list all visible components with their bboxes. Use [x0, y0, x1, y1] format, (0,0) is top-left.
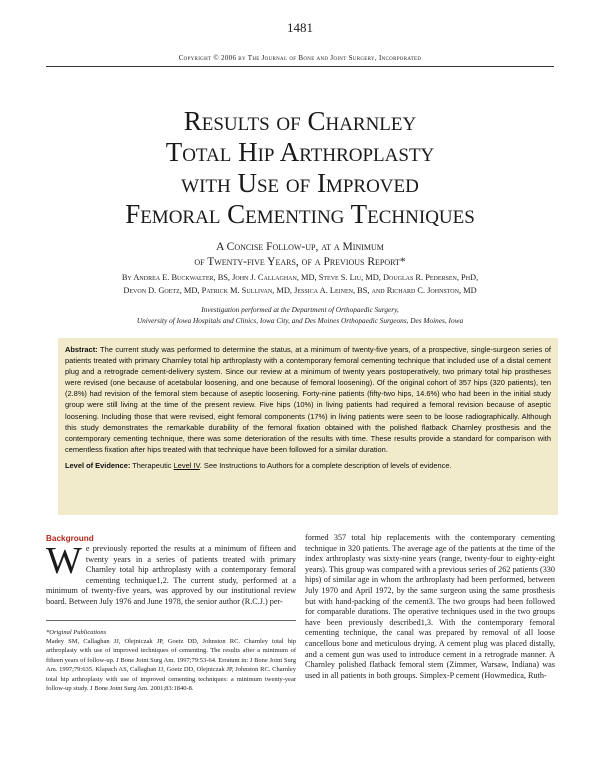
- loe-text-pre: Therapeutic: [130, 460, 174, 470]
- page-number: 1481: [287, 20, 313, 35]
- footnote-title: *Original Publications: [46, 628, 107, 636]
- title-line: Femoral Cementing Techniques: [125, 199, 475, 229]
- background-text-right: formed 357 total hip replacements with the contemporary cementing technique in 320 patients. The average age of the patients at the time of the index arthroplasty was sixty-nine years (range, twenty-four to eighty-eight years). This group was compared with a previous series of 262 patients (330 hips) of similar age in whom the arthroplasty had been performed, between July 1970 and April 1972, by the same surgeon using the same prosthesis but with hand-packing of the cement3. The two groups had been followed for comparable durations. The operative techniques used in the two groups have been previously described1,3. With the contemporary femoral cementing technique, the canal was prepared by removal of all loose cancellous bone and meticulous drying. A cement plug was placed distally, and a cement gun was used to introduce cement in a retrograde manner. A Charnley polished flatback femoral stem (Zimmer, Warsaw, Indiana) was used in all patients in both groups. Simplex-P cement (Howmedica, Ruth-: [305, 533, 555, 680]
- subtitle-line: A Concise Follow-up, at a Minimum: [216, 241, 384, 253]
- background-paragraph-left: [46, 540, 296, 608]
- background-text-left: e previously reported the results at a minimum of fifteen and twenty years in a series of patients treated with primary Charnley total hip arthroplasty with a contemporary femoral cementing technique1,2. The current study, performed at a minimum of twenty-five years, was approved by our institutional review board. Between July 1976 and June 1978, the senior author (R.C.J.) per-: [46, 544, 296, 606]
- loe-text-post: . See Instructions to Authors for a complete description of levels of evidence.: [199, 460, 452, 470]
- author-line: By Andrea E. Buckwalter, BS, John J. Callaghan, MD, Steve S. Liu, MD, Douglas R. Pedersen, PhD,: [121, 273, 479, 282]
- article-subtitle: [0, 240, 600, 270]
- abstract-label: Abstract:: [65, 345, 98, 354]
- level-of-evidence: [65, 460, 551, 471]
- left-column: [46, 533, 296, 693]
- article-title: [0, 106, 600, 230]
- drop-cap: W: [46, 540, 82, 582]
- background-heading: Background: [46, 534, 94, 543]
- affiliation: [30, 304, 570, 326]
- author-list: [40, 272, 560, 297]
- abstract-paragraph: [65, 344, 551, 455]
- affiliation-line: University of Iowa Hospitals and Clinics, Iowa City, and Des Moines Orthopaedic Surgeons, Des Moines, Iowa: [136, 316, 464, 325]
- copyright-notice: Copyright © 2006 by The Journal of Bone and Joint Surgery, Incorporated: [178, 54, 422, 62]
- subtitle-line: of Twenty-five Years, of a Previous Report*: [194, 256, 406, 268]
- footnote-text: Madey SM, Callaghan JJ, Olejniczak JP, Goetz DD, Johnston RC. Charnley total hip arthroplasty with use of improved techniques of cementing. The results after a minimum of fifteen years of follow-up. J Bone Joint Surg Am. 1997;79:53-64. Erratum in: J Bone Joint Surg Am. 1997;79:635. Klapach AS, Callaghan JJ, Goetz DD, Olejniczak JP, Johnston RC. Charnley total hip arthroplasty with use of improved cementing techniques: a minimum twenty-year follow-up study. J Bone Joint Surg Am. 2001;83:1840-8.: [46, 637, 296, 692]
- header-rule: [46, 66, 554, 67]
- footnotes: [46, 628, 296, 694]
- title-line: Total Hip Arthroplasty: [165, 137, 435, 167]
- affiliation-line: Investigation performed at the Department of Orthopaedic Surgery,: [201, 305, 399, 314]
- right-column: [305, 533, 555, 681]
- author-line: Devon D. Goetz, MD, Patrick M. Sullivan, MD, Jessica A. Leinen, BS, and Richard C. Johnston, MD: [123, 285, 477, 295]
- abstract-box: [58, 338, 558, 515]
- footnote-rule: [46, 620, 296, 621]
- abstract-text: The current study was performed to determine the status, at a minimum of twenty-five years, of a prospective, single-surgeon series of patients treated with primary Charnley total hip arthroplasty with a contemporary femoral cementing technique that included use of a distal cement plug and a retrograde cement-delivery system. Since our review at a minimum of twenty years postoperatively, two primary total hip prostheses were revised (one because of acetabular loosening, and one because of femoral loosening). Of the original cohort of 357 hips (320 patients), ten (2.8%) had revision of the femoral stem because of aseptic loosening. Forty-nine patients (fifty-two hips, 14.6%) who had been in the initial study group were still living at the time of the present review. Five hips (10%) in living patients had required a femoral revision because of aseptic loosening. Including those that were revised, eight femoral components (17%) in living patients were seen to be loose radiographically. Although this study demonstrates the remarkable durability of the femoral fixation obtained with the polished flatback Charnley prosthesis and the contemporary cementing technique, there was some deterioration of the results with time. These results provide a standard for comparison with cementless fixation after hips treated with that technique have been followed for a similar duration.: [65, 345, 551, 454]
- level-iv-link[interactable]: Level IV: [173, 460, 200, 470]
- title-line: Results of Charnley: [183, 106, 417, 136]
- loe-label: Level of Evidence:: [65, 460, 131, 470]
- title-line: with Use of Improved: [181, 168, 419, 198]
